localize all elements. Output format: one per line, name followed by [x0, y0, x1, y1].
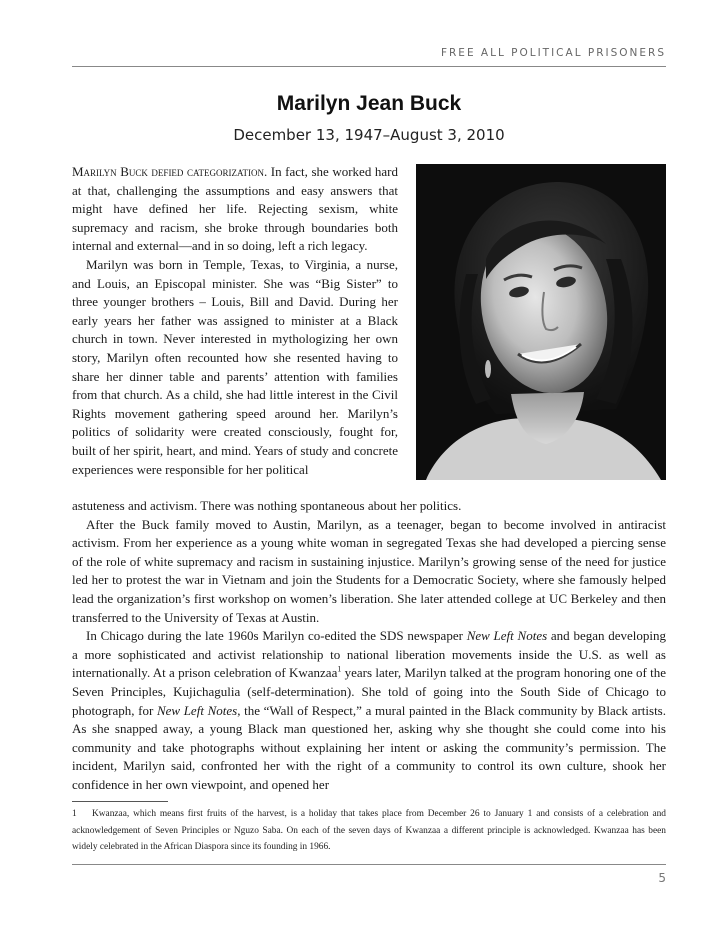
- footnote: [72, 806, 666, 856]
- body-column-top: [72, 163, 398, 479]
- article-title: Marilyn Jean Buck: [276, 92, 462, 115]
- paragraph-4-text-c: years later, Marilyn talked at the program honoring one of the Seven Principles, Kujichagulia (self-determination). She told of going into the South Side of Chicago to photograph, for: [72, 665, 667, 718]
- footnote-text: Kwanzaa, which means first fruits of the harvest, is a holiday that takes place from December 26 to January 1 and consists of a celebration and acknowledgement of Seven Principles or Nguzo Saba. On each of the seven days of Kwanzaa a different principle is acknowledged. Kwanzaa has been widely celebrated in the African Diaspora since its founding in 1966.: [72, 809, 666, 852]
- footnote-ref[interactable]: 1: [337, 665, 342, 675]
- paragraph-1: [72, 163, 398, 256]
- body-wide: [72, 497, 666, 795]
- paragraph-4-text-a: In Chicago during the late 1960s Marilyn co-edited the SDS newspaper: [86, 628, 467, 644]
- publication-title: New Left Notes: [466, 628, 548, 644]
- portrait-illustration: [416, 164, 666, 480]
- paragraph-1-text: In fact, she worked hard at that, challenging the assumptions and easy answers that might have defined her life. Rejecting sexism, white supremacy and racism, she broke through boundaries both internal and external—and in so doing, left a rich legacy.: [72, 164, 398, 254]
- paragraph-3: After the Buck family moved to Austin, Marilyn, as a teenager, began to become involved in antiracist activism. From her experience as a young white woman in segregated Texas she had developed a piercing sense of the role of white supremacy and racism in sustaining injustice. Marilyn’s growing sense of the need for justice led her to protest the war in Vietnam and join the Students for a Democratic Society, where she famously helped lead the organization’s first workshop on women’s liberation. She later attended college at UC Berkeley and then transferred to the University of Texas at Austin.: [72, 516, 666, 625]
- page-number: 5: [658, 871, 666, 885]
- article-dates: December 13, 1947–August 3, 2010: [233, 126, 505, 144]
- footnote-number: 1: [72, 809, 77, 819]
- running-head: FREE ALL POLITICAL PRISONERS: [440, 47, 666, 59]
- paragraph-4-text-d: , the “Wall of Respect,” a mural painted in the Black community by Black artists. As she snapped away, a young Black man questioned her, asking why she thought she could come into his community and take photographs without explaining her intent or asking the community’s permission. The incident, Marilyn said, confronted her with the right of a community to control its own culture, shook her confidence in her own viewpoint, and opened her: [72, 702, 666, 792]
- portrait-photo: [416, 164, 666, 480]
- paragraph-2-continued: astuteness and activism. There was nothing spontaneous about her politics.: [72, 498, 462, 513]
- header-rule: [72, 66, 666, 67]
- paragraph-4-text-b: and began developing a more sophisticated and activist relationship to national liberation movements inside the U.S. as well as internationally. At a prison celebration of Kwanzaa: [72, 628, 667, 681]
- lead-in-smallcaps: Marilyn Buck defied categorization.: [72, 164, 268, 179]
- paragraph-2: Marilyn was born in Temple, Texas, to Virginia, a nurse, and Louis, an Episcopal minister. She was “Big Sister” to three younger brothers – Louis, Bill and David. During her early years her father was assigned to minister at a Black church in town. Never interested in mythologizing her own story, Marilyn often recounted how she resented having to share her dinner table and parents’ attention with families from that church. As a child, she had little interest in the Civil Rights movement gathering speed around her. Marilyn’s politics of solidarity were created consciously, fought for, built of her spirit, heart, and mind. Years of study and concrete experiences were responsible for her political: [72, 256, 398, 477]
- footnote-rule: [72, 801, 168, 802]
- footer-rule: [72, 864, 666, 865]
- paragraph-4: [72, 627, 666, 794]
- publication-title: New Left Notes: [156, 702, 238, 718]
